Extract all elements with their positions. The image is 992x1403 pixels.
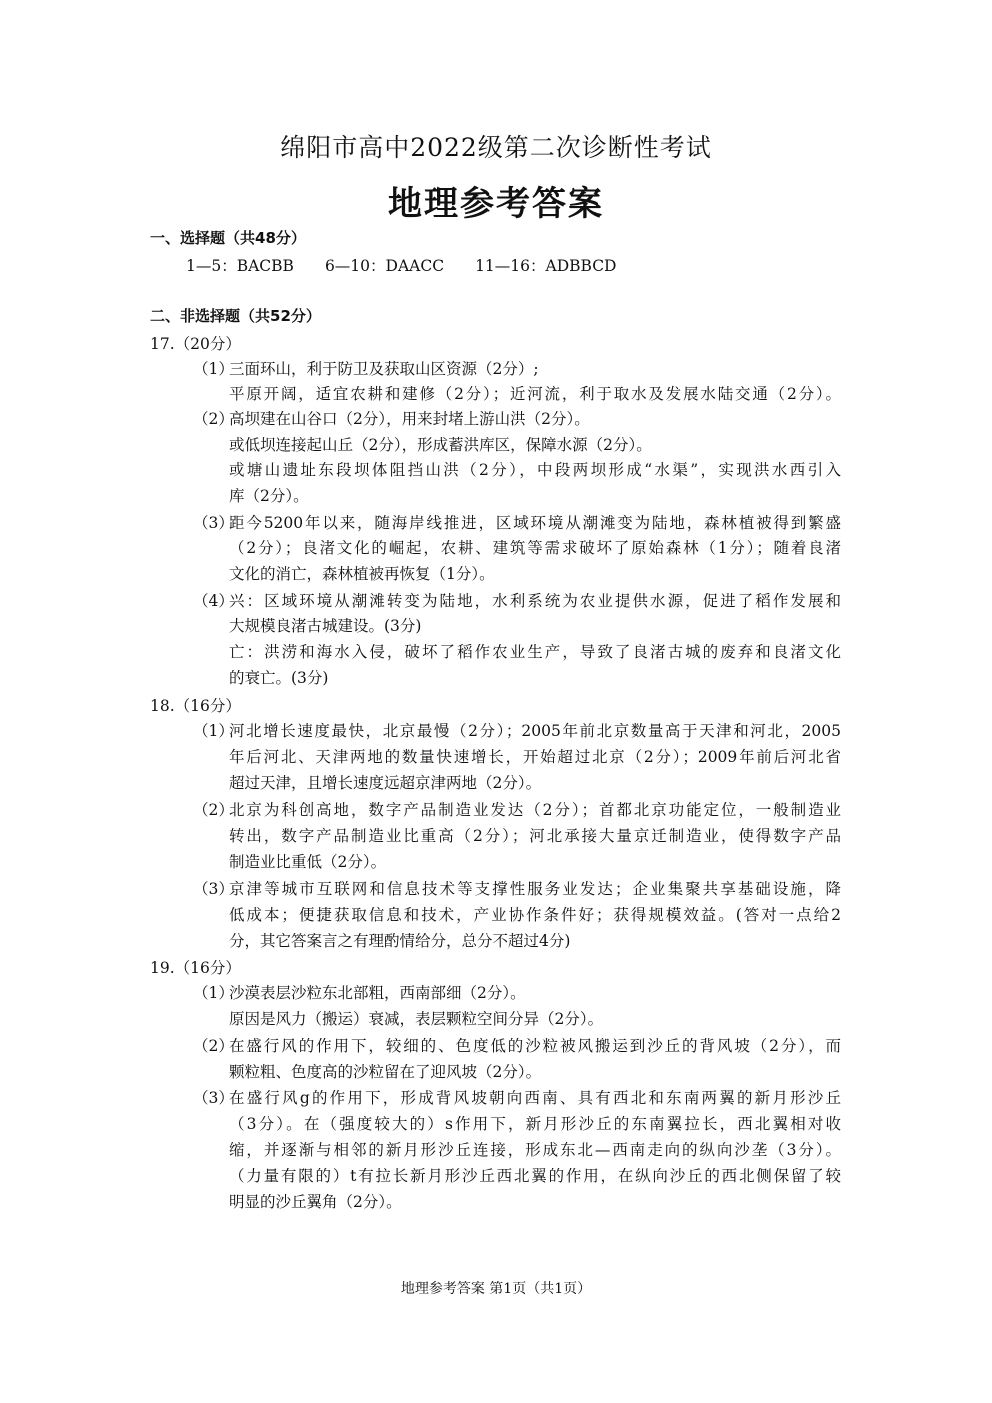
exam-title: 绵阳市高中2022级第二次诊断性考试 [280,133,712,162]
q19-part2-line: 在盛行风的作用下，较细的、色度低的沙粒被风搬运到沙丘的背风坡（2分），而 [229,1037,841,1055]
section2-heading: 二、非选择题（共52分） [150,307,321,325]
q18-part2-number: （2） [193,801,234,819]
q17-part4-line: 大规模良渚古城建设。(3分) [229,617,422,635]
q19-part3-line: 在盛行风g的作用下，形成背风坡朝向西南、具有西北和东南两翼的新月形沙丘 [229,1089,841,1107]
q17-part3-line: （2分）；良渚文化的崛起，农耕、建筑等需求破坏了原始森林（1分）；随着良渚 [229,539,841,557]
q19-part1-line: 原因是风力（搬运）衰减，表层颗粒空间分异（2分）。 [229,1010,604,1028]
q18-part1-line: 年后河北、天津两地的数量快速增长，开始超过北京（2分）；2009年前后河北省 [229,748,841,766]
q19-label: 19.（16分） [150,959,241,977]
q19-part3-number: （3） [193,1089,234,1107]
q17-part1-line: 三面环山，利于防卫及获取山区资源（2分）; [229,360,539,378]
q17-part3-number: （3） [193,514,234,532]
q18-label: 18.（16分） [150,697,241,715]
q19-part3-line: （3分）。在（强度较大的）s作用下，新月形沙丘的东南翼拉长，西北翼相对收 [229,1115,841,1133]
q18-part3-line: 低成本；便捷获取信息和技术，产业协作条件好；获得规模效益。(答对一点给2 [229,906,841,924]
q17-part4-line: 亡：洪涝和海水入侵，破坏了稻作农业生产，导致了良渚古城的废弃和良渚文化 [229,643,841,661]
q18-part1-line: 超过天津，且增长速度远超京津两地（2分）。 [229,774,542,792]
q17-part4-number: （4） [193,592,234,610]
q18-part1-line: 河北增长速度最快，北京最慢（2分）；2005年前北京数量高于天津和河北，2005 [229,722,841,740]
q19-part3-line: 明显的沙丘翼角（2分）。 [229,1193,402,1211]
q19-part3-line: 缩，并逐渐与相邻的新月形沙丘连接，形成东北—西南走向的纵向沙垄（3分）。 [229,1141,841,1159]
q18-part2-line: 转出，数字产品制造业比重高（2分）；河北承接大量京迁制造业，使得数字产品 [229,827,841,845]
q18-part2-line: 制造业比重低（2分）。 [229,853,387,871]
q19-part3-line: （力量有限的）t有拉长新月形沙丘西北翼的作用，在纵向沙丘的西北侧保留了较 [229,1167,841,1185]
page-footer: 地理参考答案 第1页（共1页） [400,1281,592,1297]
q17-part2-number: （2） [193,410,234,428]
q19-part1-line: 沙漠表层沙粒东北部粗，西南部细（2分）。 [229,984,526,1002]
page-title: 地理参考答案 [388,184,604,224]
q19-part1-number: （1） [193,984,234,1002]
q19-part2-line: 颗粒粗、色度高的沙粒留在了迎风坡（2分）。 [229,1063,542,1081]
q18-part3-line: 分，其它答案言之有理酌情给分，总分不超过4分) [229,932,571,950]
q17-part1-line: 平原开阔，适宜农耕和建修（2分）；近河流，利于取水及发展水陆交通（2分）。 [229,385,841,403]
q18-part1-number: （1） [193,722,234,740]
q17-part1-number: （1） [193,360,234,378]
q17-part4-line: 的衰亡。(3分) [229,669,329,687]
q19-part2-number: （2） [193,1037,234,1055]
q17-part2-line: 或低坝连接起山丘（2分），形成蓄洪库区，保障水源（2分）。 [229,436,652,454]
q18-part2-line: 北京为科创高地，数字产品制造业发达（2分）；首都北京功能定位，一般制造业 [229,801,841,819]
q17-part2-line: 库（2分）。 [229,487,309,505]
q17-part3-line: 文化的消亡，森林植被再恢复（1分）。 [229,565,495,583]
q17-part2-line: 或塘山遗址东段坝体阻挡山洪（2分），中段两坝形成“水渠”，实现洪水西引入 [229,461,841,479]
section1-heading: 一、选择题（共48分） [150,229,306,247]
multiple-choice-answers: 1—5：BACBB 6—10：DAACC 11—16：ADBBCD [186,257,617,275]
q17-part2-line: 高坝建在山谷口（2分），用来封堵上游山洪（2分）。 [229,410,590,428]
q17-label: 17.（20分） [150,335,241,353]
q17-part4-line: 兴：区域环境从潮滩转变为陆地，水利系统为农业提供水源，促进了稻作发展和 [229,592,841,610]
q18-part3-line: 京津等城市互联网和信息技术等支撑性服务业发达；企业集聚共享基础设施，降 [229,880,841,898]
q17-part3-line: 距今5200年以来，随海岸线推进，区域环境从潮滩变为陆地，森林植被得到繁盛 [229,514,841,532]
q18-part3-number: （3） [193,880,234,898]
